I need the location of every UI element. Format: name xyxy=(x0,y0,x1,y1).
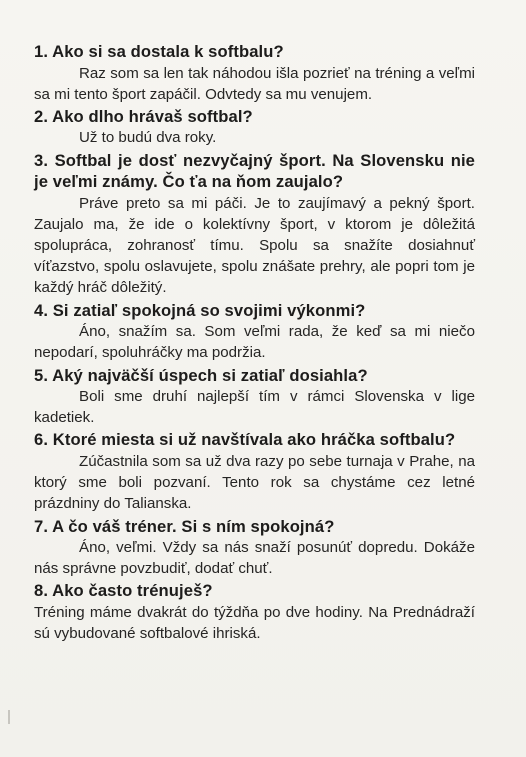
question-4: 4. Si zatiaľ spokojná so svojimi výkonmi? xyxy=(34,300,366,320)
answer-1: Raz som sa len tak náhodou išla pozrieť na tréning a veľmi sa mi tento šport zapáčil. Odvtedy sa mu venujem. xyxy=(34,64,475,103)
qa-item-6 xyxy=(34,429,475,514)
question-1: 1. Ako si sa dostala k softbalu? xyxy=(34,42,284,61)
question-7: 7. A čo váš tréner. Si s ním spokojná? xyxy=(34,516,335,536)
answer-2: Už to budú dva roky. xyxy=(79,129,217,147)
qa-item-4 xyxy=(34,300,475,364)
question-8: 8. Ako často trénuješ? xyxy=(34,581,213,601)
qa-item-1 xyxy=(34,41,475,105)
margin-mark xyxy=(8,710,10,724)
qa-item-2 xyxy=(34,106,475,149)
qa-item-7 xyxy=(34,516,475,580)
question-6: 6. Ktoré miesta si už navštívala ako hráčka softbalu? xyxy=(34,430,456,450)
answer-5: Boli sme druhí najlepší tím v rámci Slovenska v lige kadetiek. xyxy=(34,388,475,427)
qa-item-3 xyxy=(34,150,475,299)
answer-6: Zúčastnila som sa už dva razy po sebe turnaja v Prahe, na ktorý sme boli pozvaní. Tento rok sa chystáme cez letné prázdniny do Talianska. xyxy=(34,452,475,513)
interview-text xyxy=(34,41,475,645)
question-5: 5. Aký najväčší úspech si zatiaľ dosiahla? xyxy=(34,365,368,385)
question-2: 2. Ako dlho hrávaš softbal? xyxy=(34,106,253,126)
qa-item-8 xyxy=(34,580,475,644)
answer-7: Áno, veľmi. Vždy sa nás snaží posunúť dopredu. Dokáže nás správne povzbudiť, dodať chuť. xyxy=(34,539,475,578)
question-3: 3. Softbal je dosť nezvyčajný šport. Na Slovensku nie je veľmi známy. Čo ťa na ňom zaujalo? xyxy=(34,150,475,192)
qa-item-5 xyxy=(34,365,475,429)
answer-3: Práve preto sa mi páči. Je to zaujímavý a pekný šport. Zaujalo ma, že ide o kolektívny šport, v ktorom je dôležitá spolupráca, zohranosť tímu. Spolu sa snažíte dosiahnuť víťazstvo, spolu oslavujete, spolu znášate prehry, ale popri tom je každý hráč dôležitý. xyxy=(34,194,475,297)
answer-8: Tréning máme dvakrát do týždňa po dve hodiny. Na Prednádraží sú vybudované softbalové ihriská. xyxy=(34,603,475,643)
answer-4: Áno, snažím sa. Som veľmi rada, že keď sa mi niečo nepodarí, spoluhráčky ma podržia. xyxy=(34,323,475,362)
